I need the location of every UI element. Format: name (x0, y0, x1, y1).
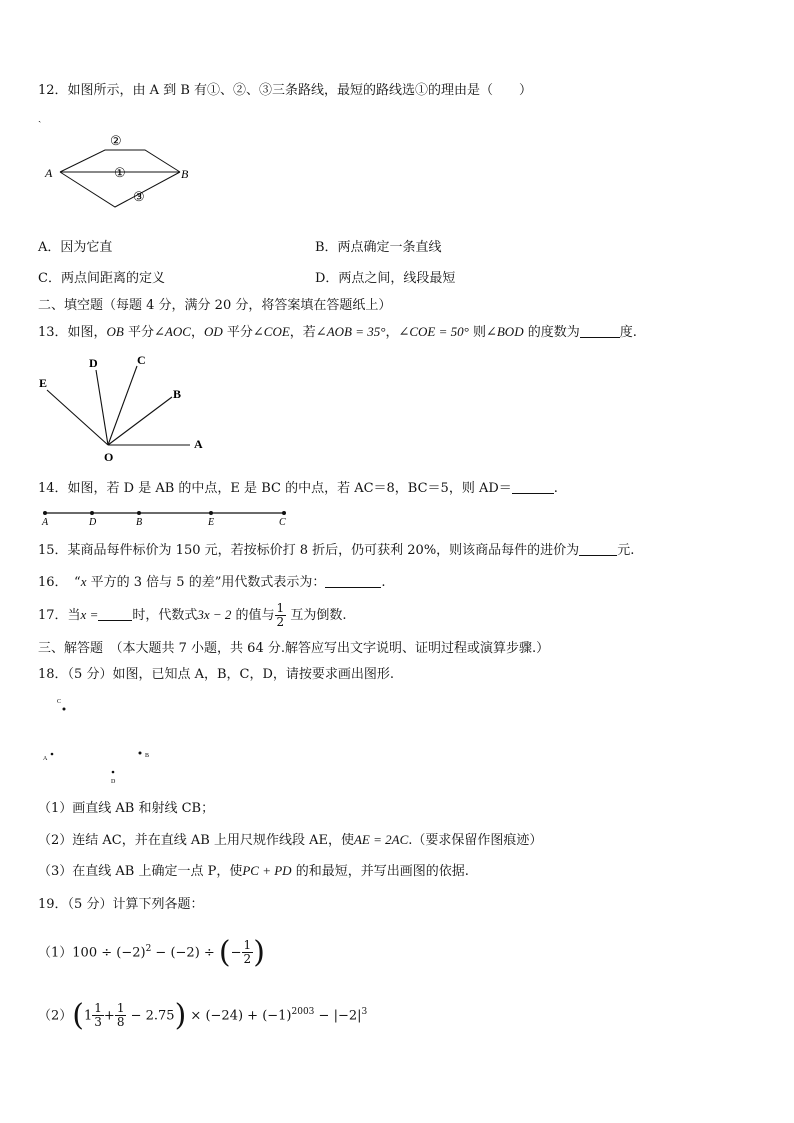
q18-label-a: A (43, 756, 48, 762)
q13-label-a: A (194, 437, 203, 451)
q13-answer-blank[interactable] (580, 323, 620, 338)
q13-label-o: O (104, 450, 114, 464)
q12-option-b: B．两点确定一条直线 (315, 240, 442, 255)
q18-item-2: （2）连结 AC，并在直线 AB 上用尺规作线段 AE，使AE = 2AC.（要求保留作图痕迹） (38, 832, 543, 848)
q12-stem: 12．如图所示，由 A 到 B 有①、②、③三条路线，最短的路线选①的理由是（ ） (38, 83, 533, 98)
q18-point-d (112, 771, 115, 774)
ray-oc (108, 366, 137, 445)
q14-label-c: C (279, 517, 286, 528)
q12-label-r2: ② (110, 133, 122, 148)
route-2-line (60, 150, 180, 172)
ray-od (96, 370, 108, 445)
q14-label-b: B (136, 517, 143, 528)
q12-label-a: A (45, 166, 53, 180)
point-d (90, 511, 94, 515)
point-e (209, 511, 213, 515)
q19-expr-1: $(1)100 \div (-2)^2 - (-2)$ ÷ (− $\frac{1}{2}$ ) (38, 934, 265, 970)
q14-answer-blank[interactable] (512, 479, 554, 494)
q12-mark: ˏ (38, 112, 42, 123)
q18-stem: 18．（5 分）如图，已知点 A，B，C，D，请按要求画出图形. (38, 667, 395, 682)
point-a (43, 511, 47, 515)
ray-ob (108, 397, 172, 445)
q18-label-b: B (145, 753, 150, 759)
q13-label-c: C (137, 353, 146, 367)
q13-label-e: E (39, 376, 48, 390)
q12-label-r3: ③ (133, 189, 145, 204)
section-3-heading: 三、解答题 （本大题共 7 小题，共 64 分.解答应写出文字说明、证明过程或演算步骤.） (38, 641, 550, 656)
q16-stem: 16． “x 平方的 3 倍与 5 的差”用代数式表示为： . (38, 574, 386, 590)
q14-label-e: E (208, 517, 215, 528)
q12-option-d: D．两点之间，线段最短 (315, 271, 456, 286)
q19-stem: 19．（5 分）计算下列各题： (38, 897, 204, 912)
q18-label-c: C (57, 699, 62, 705)
q15-answer-blank[interactable] (579, 541, 617, 556)
section-2-heading: 二、填空题（每题 4 分，满分 20 分，将答案填在答题纸上） (38, 298, 392, 313)
q18-point-a (51, 753, 54, 756)
q18-point-c (63, 708, 66, 711)
ray-oe (47, 390, 108, 445)
q18-label-d: D (111, 779, 116, 785)
q19-expr-2: （2）(1 $\frac{1}{3}$ + $\frac{1}{8}$ − $2.75) \times (-24) + (-1)^{2003} - |-2|^3$ (38, 997, 368, 1033)
q12-label-b: B (181, 167, 189, 181)
q17-stem: 17．当x = 时，代数式3x − 2 的值与 $\frac{1}{2}$ 互为倒数. (38, 601, 347, 629)
q17-answer-blank[interactable] (98, 606, 132, 621)
q13-label-b: B (173, 387, 182, 401)
q13-stem: 13．如图，OB 平分∠AOC，OD 平分∠COE，若∠AOB = 35°，∠COE = 50° 则∠BOD 的度数为 度. (38, 324, 637, 340)
route-3-line (60, 172, 180, 207)
q17-fraction: $\frac{1}{2}$ (276, 601, 285, 629)
q14-label-d: D (89, 517, 97, 528)
q14-label-a: A (42, 517, 49, 528)
q16-answer-blank[interactable] (325, 573, 381, 588)
point-b (137, 511, 141, 515)
q12-option-a: A．因为它直 (38, 240, 113, 255)
q12-label-r1: ① (114, 165, 126, 180)
q14-stem: 14．如图，若 D 是 AB 的中点，E 是 BC 的中点，若 AC＝8，BC＝5，则 AD＝ . (38, 481, 558, 496)
point-c (282, 511, 286, 515)
q13-label-d: D (89, 356, 98, 370)
q15-stem: 15．某商品每件标价为 150 元，若按标价打 8 折后，仍可获利 20%，则该商品每件的进价为 元. (38, 543, 635, 558)
q18-point-b (139, 752, 142, 755)
q18-item-3: （3）在直线 AB 上确定一点 P，使PC + PD 的和最短，并写出画图的依据. (38, 863, 469, 879)
q18-item-1: （1）画直线 AB 和射线 CB； (38, 801, 215, 816)
q12-option-c: C．两点间距离的定义 (38, 271, 165, 286)
